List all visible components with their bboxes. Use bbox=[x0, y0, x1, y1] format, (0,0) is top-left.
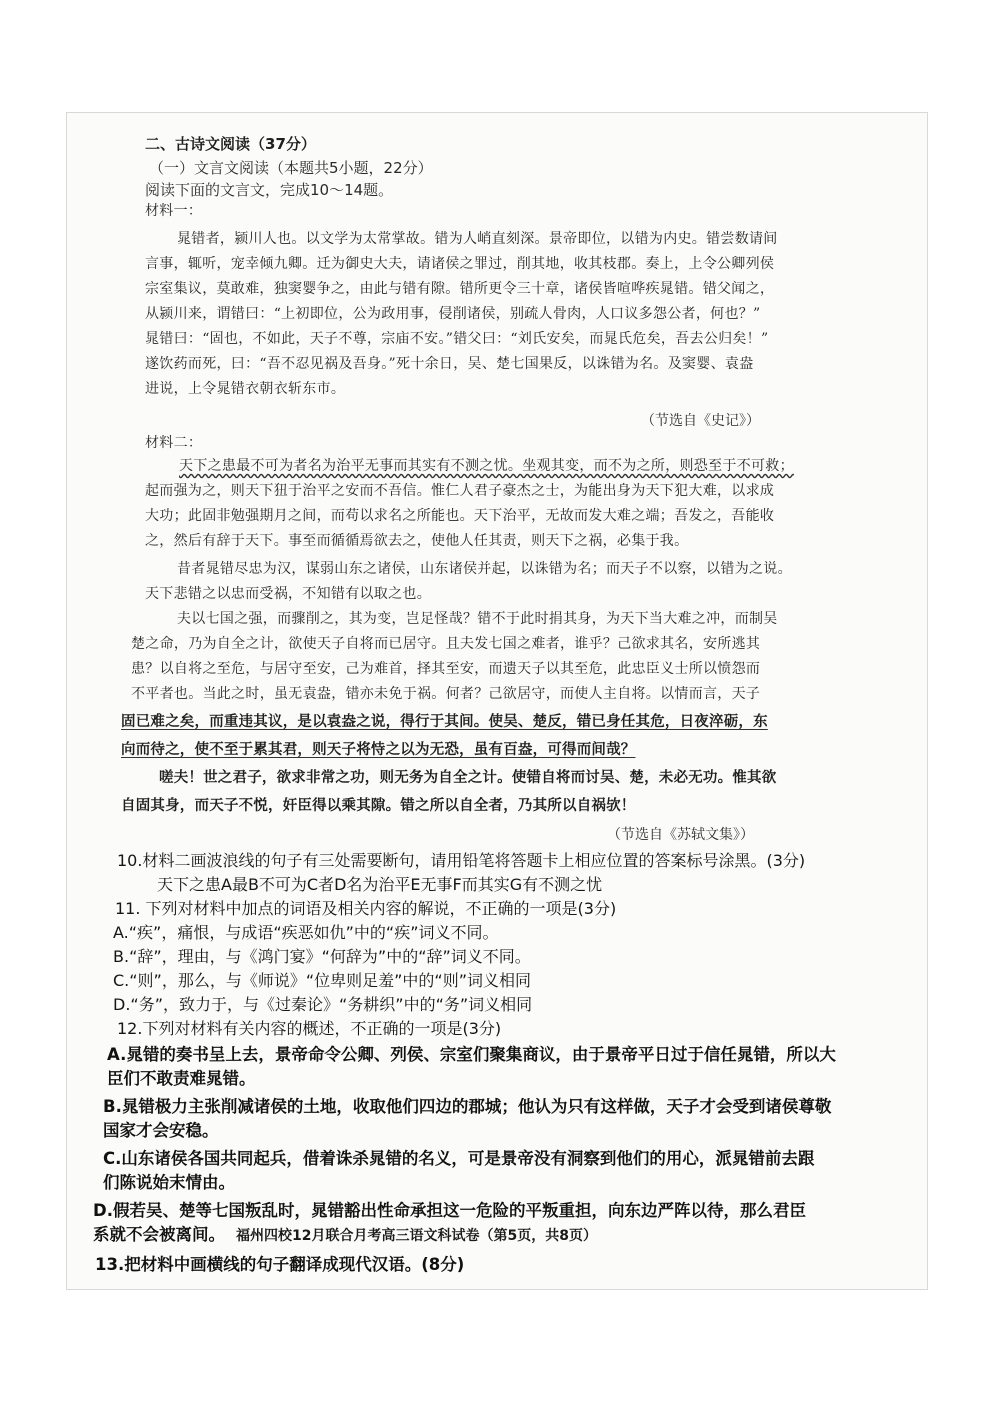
question-12-option-b: B.晁错极力主张削减诸侯的土地，收取他们四边的郡城；他认为只有这样做，天子才会受到诸侯尊敬 bbox=[103, 1097, 832, 1116]
material1-line: 言事，辄听，宠幸倾九卿。迁为御史大夫，请诸侯之罪过，削其地，收其枝郡。奏上，上令公卿列侯 bbox=[145, 256, 775, 272]
question-11-option-c: C.“则”，那么，与《师说》“位卑则足羞”中的“则”词义相同 bbox=[113, 971, 531, 990]
material1-label: 材料一： bbox=[145, 203, 203, 219]
question-12-option-c: C.山东诸侯各国共同起兵，借着诛杀晁错的名义，可是景帝没有洞察到他们的用心，派晁错前去跟 bbox=[103, 1149, 815, 1168]
material1-line: 从颍川来，谓错曰：“上初即位，公为政用事，侵削诸侯，别疏人骨肉，人口议多怨公者，何也？” bbox=[145, 306, 761, 322]
material2-line: 起而强为之，则天下狃于治平之安而不吾信。惟仁人君子豪杰之士，为能出身为天下犯大难，以求成 bbox=[145, 483, 775, 499]
material2-line: 患？以自将之至危，与居守至安，己为难首，择其至安，而遗天子以其至危，此忠臣义士所以愤怨而 bbox=[131, 661, 761, 677]
exam-page bbox=[66, 112, 928, 1290]
question-12-option-a: A.晁错的奏书呈上去，景帝命令公卿、列侯、宗室们聚集商议，由于景帝平日过于信任晁错，所以大 bbox=[107, 1045, 836, 1064]
material1-line: 晁错者，颍川人也。以文学为太常掌故。错为人峭直刻深。景帝即位，以错为内史。错尝数请间 bbox=[177, 231, 778, 247]
question-11-option-a: A.“疾”，痛恨，与成语“疾恶如仇”中的“疾”词义不同。 bbox=[113, 923, 499, 942]
material2-underlined-line: 固已难之矣，而重违其议，是以袁盎之说，得行于其间。使吴、楚反，错已身任其危，日夜淬砺，东 bbox=[121, 713, 768, 730]
question-12-option-d-cont: 系就不会被离间。 bbox=[93, 1225, 225, 1244]
question-12-option-d: D.假若吴、楚等七国叛乱时，晁错豁出性命承担这一危险的平叛重担，向东边严阵以待，那么君臣 bbox=[93, 1201, 806, 1220]
material2-line: 不平者也。当此之时，虽无袁盎，错亦未免于祸。何者？己欲居守，而使人主自将。以情而言，天子 bbox=[131, 686, 761, 702]
material2-label: 材料二： bbox=[145, 435, 203, 451]
material2-line: 嗟夫！世之君子，欲求非常之功，则无务为自全之计。使错自将而讨吴、楚，未必无功。惟其欲 bbox=[159, 769, 777, 786]
material1-line: 进说，上令晁错衣朝衣斩东市。 bbox=[145, 381, 346, 397]
subsection-title: （一）文言文阅读（本题共5小题，22分） bbox=[149, 159, 433, 177]
material1-line: 遂饮药而死，曰：“吾不忍见祸及吾身。”死十余日，吴、楚七国果反，以诛错为名。及窦婴、袁盎 bbox=[145, 356, 754, 372]
page-footer: 福州四校12月联合月考高三语文科试卷（第5页，共8页） bbox=[236, 1228, 597, 1244]
question-10-sentence: 天下之患A最B不可为C者D名为治平E无事F而其实G有不测之忧 bbox=[157, 875, 603, 894]
page-content bbox=[67, 113, 927, 1289]
material2-line: 天下悲错之以忠而受祸，不知错有以取之也。 bbox=[145, 586, 431, 602]
material1-source: （节选自《史记》） bbox=[641, 413, 760, 429]
question-12-option-b-cont: 国家才会安稳。 bbox=[103, 1121, 219, 1140]
question-10-stem: 10.材料二画波浪线的句子有三处需要断句，请用铅笔将答题卡上相应位置的答案标号涂黑。(3分) bbox=[117, 851, 806, 870]
material2-line: 楚之命，乃为自全之计，欲使天子自将而已居守。且夫发七国之难者，谁乎？己欲求其名，安所逃其 bbox=[131, 636, 761, 652]
question-11-option-d: D.“务”，致力于，与《过秦论》“务耕织”中的“务”词义相同 bbox=[113, 995, 533, 1014]
question-12-stem: 12.下列对材料有关内容的概述，不正确的一项是(3分) bbox=[117, 1019, 502, 1038]
question-11-option-b: B.“辞”，理由，与《鸿门宴》“何辞为”中的“辞”词义不同。 bbox=[113, 947, 531, 966]
material2-source: （节选自《苏轼文集》） bbox=[607, 827, 754, 843]
material2-line: 夫以七国之强，而骤削之，其为变，岂足怪哉？错不于此时捐其身，为天下当大难之冲，而制吴 bbox=[177, 611, 778, 627]
question-13-stem: 13.把材料中画横线的句子翻译成现代汉语。(8分) bbox=[95, 1255, 465, 1274]
question-11-stem: 11. 下列对材料中加点的词语及相关内容的解说，不正确的一项是(3分) bbox=[115, 899, 617, 918]
material2-wavy-line: 天下之患最不可为者名为治平无事而其实有不测之忧。坐观其变，而不为之所，则恐至于不可救； bbox=[179, 458, 794, 474]
material2-line: 昔者晁错尽忠为汉，谋弱山东之诸侯，山东诸侯并起，以诛错为名；而天子不以察，以错为之说。 bbox=[177, 561, 792, 577]
material2-line: 大功；此固非勉强期月之间，而苟以求名之所能也。天下治平，无故而发大难之端；吾发之，吾能收 bbox=[145, 508, 775, 524]
section-title: 二、古诗文阅读（37分） bbox=[145, 135, 316, 153]
material2-underlined-line: 向而待之，使不至于累其君，则天子将恃之以为无恐，虽有百盎，可得而间哉？ bbox=[121, 741, 636, 758]
reading-instruction: 阅读下面的文言文，完成10～14题。 bbox=[145, 181, 394, 199]
question-12-option-c-cont: 们陈说始末情由。 bbox=[103, 1173, 235, 1192]
material1-line: 宗室集议，莫敢难，独窦婴争之，由此与错有隙。错所更令三十章，诸侯皆喧哗疾晁错。错父闻之， bbox=[145, 281, 775, 297]
question-12-option-a-cont: 臣们不敢责难晁错。 bbox=[107, 1069, 256, 1088]
material1-line: 晁错曰：“固也，不如此，天子不尊，宗庙不安。”错父曰：“刘氏安矣，而晁氏危矣，吾去公归矣！” bbox=[145, 331, 769, 347]
material2-line: 自固其身，而天子不悦，奸臣得以乘其隙。错之所以自全者，乃其所以自祸欤！ bbox=[121, 797, 636, 814]
material2-line: 之，然后有辞于天下。事至而循循焉欲去之，使他人任其责，则天下之祸，必集于我。 bbox=[145, 533, 689, 549]
